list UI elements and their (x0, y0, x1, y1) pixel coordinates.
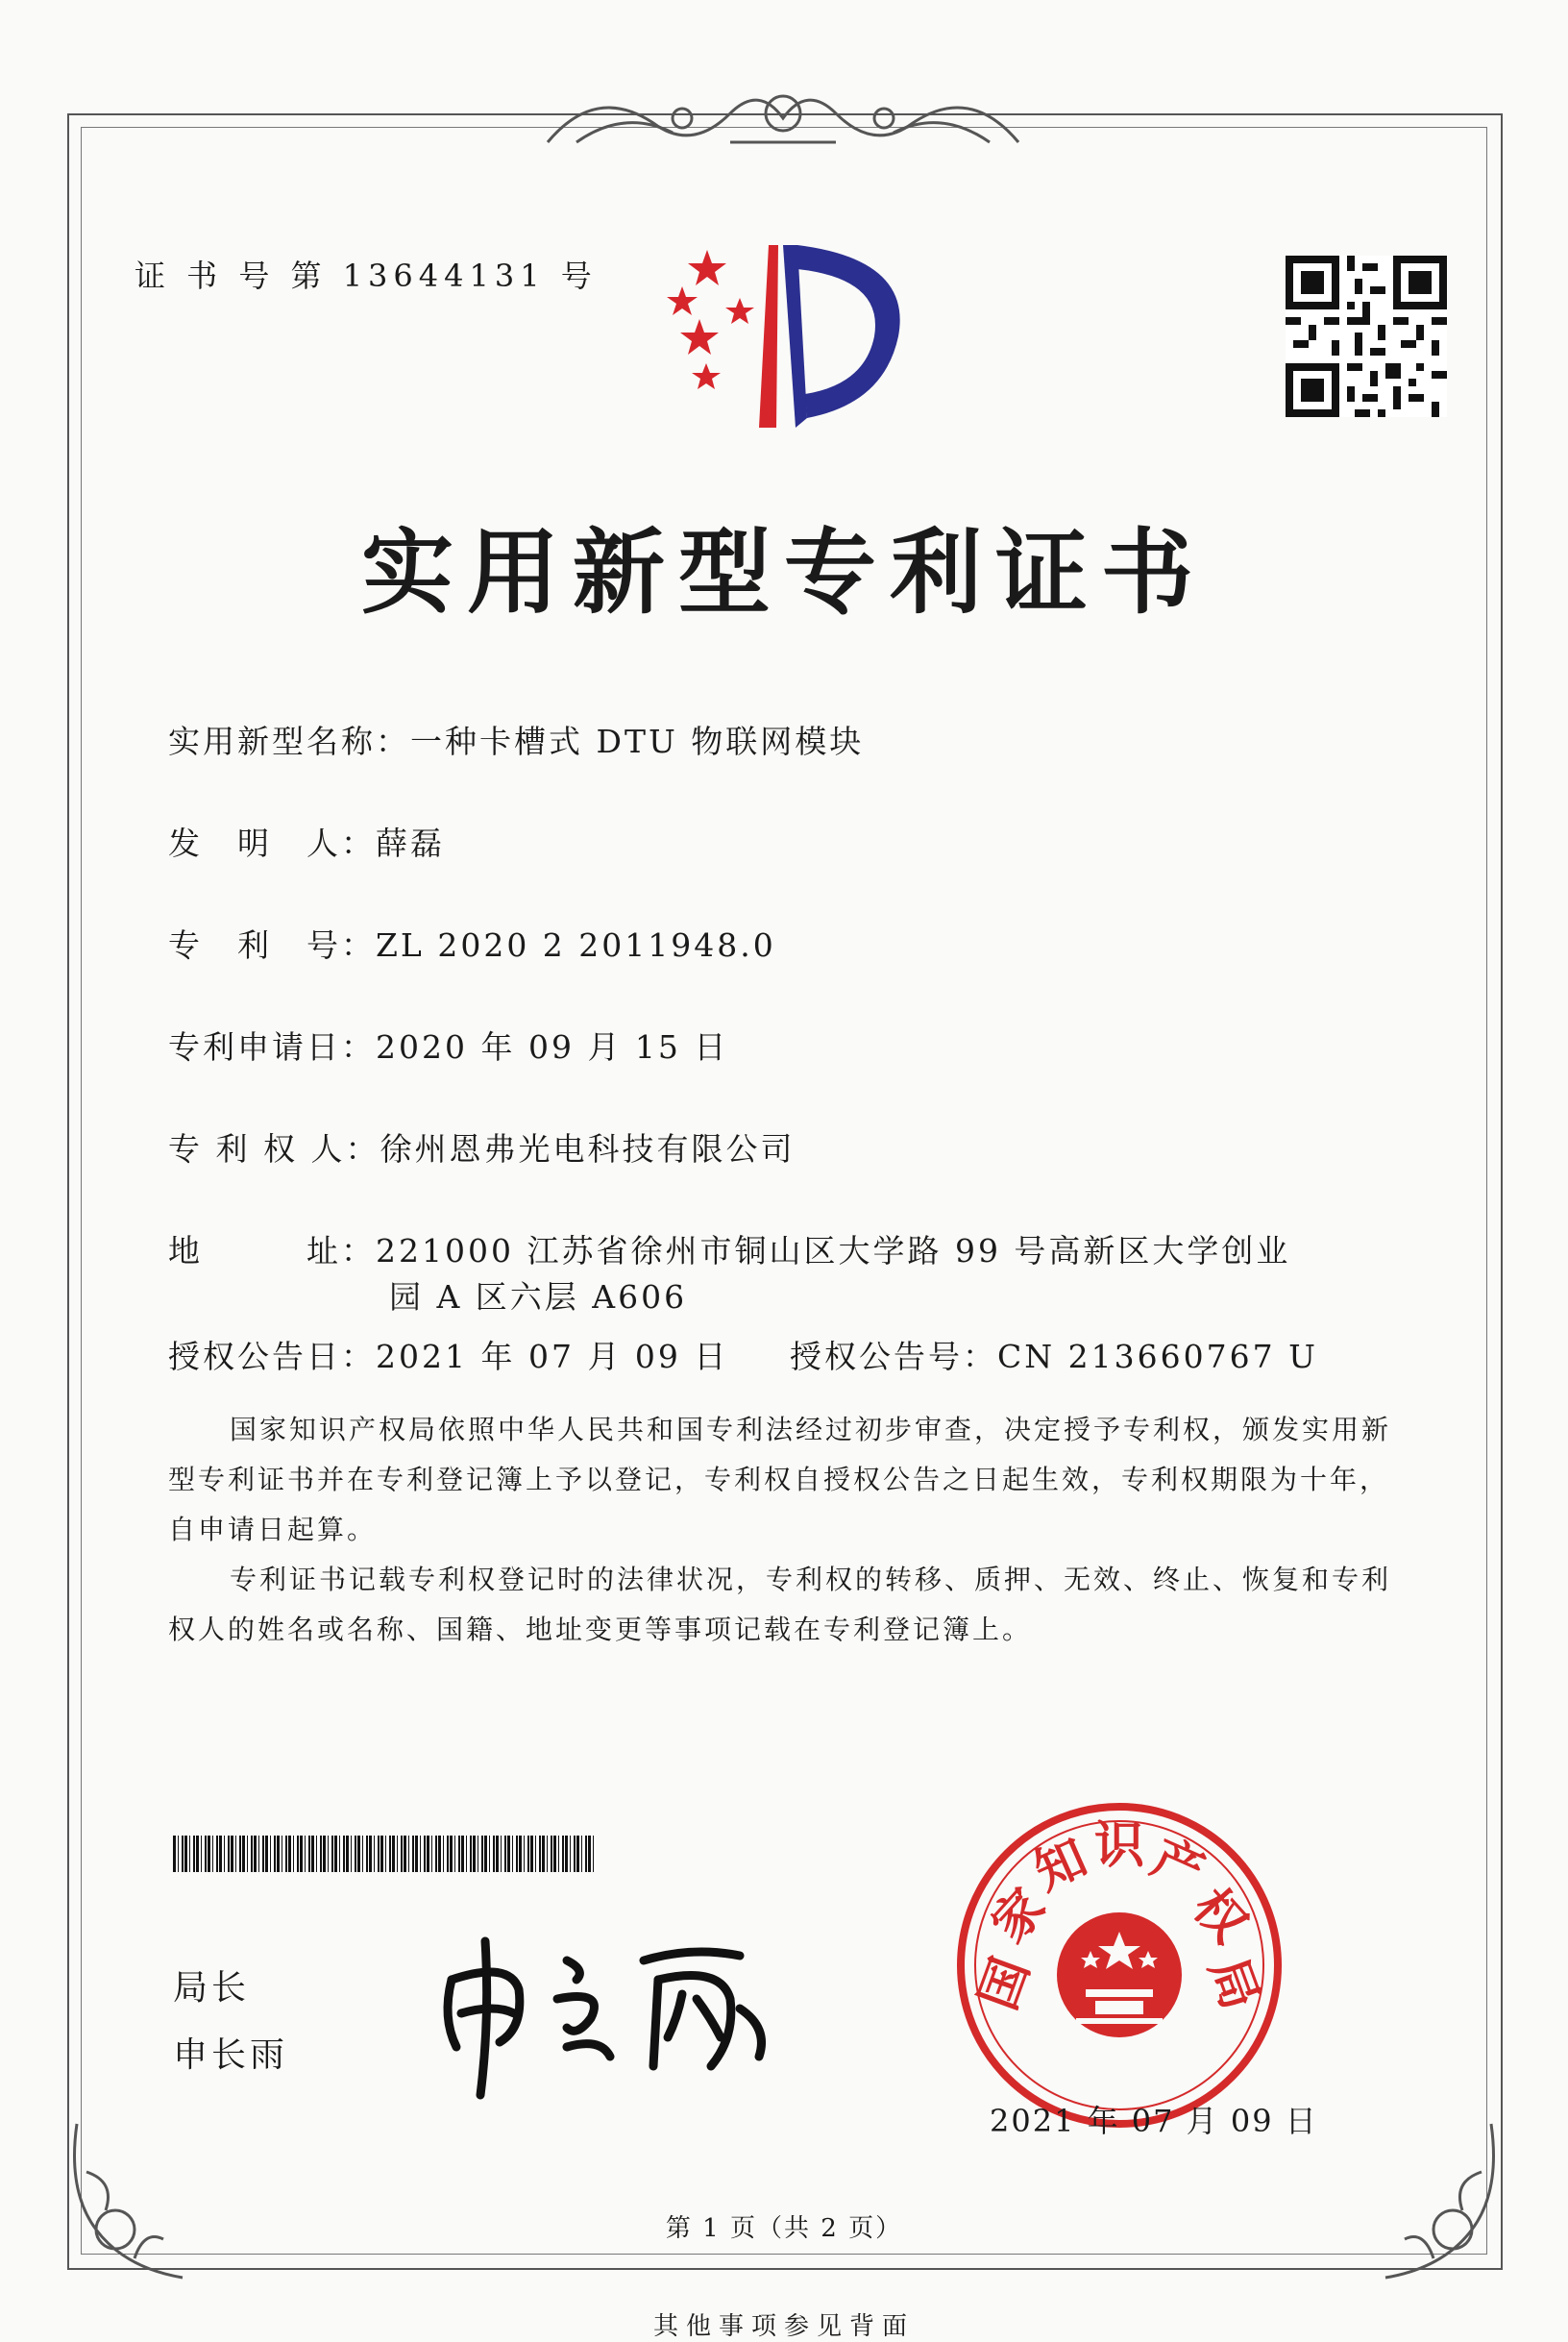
field-address-line2 (389, 1272, 687, 1318)
field-value: 2020 年 09 月 15 日 (376, 1028, 729, 1066)
cnipa-logo (663, 240, 922, 432)
seal-date: 2021 年 07 月 09 日 (990, 2103, 1318, 2139)
footer-note: 其他事项参见背面 (652, 2312, 915, 2341)
signatory-name: 申长雨 (173, 2035, 289, 2075)
svg-text:局: 局 (1197, 1950, 1270, 2018)
handwritten-signature (423, 1922, 807, 2105)
field-label: 专 利 权 人： (168, 1130, 380, 1168)
field-grant-date (168, 1332, 728, 1377)
field-value: 一种卡槽式 DTU 物联网模块 (410, 723, 865, 760)
official-seal (951, 1797, 1287, 2133)
svg-text:权: 权 (1181, 1877, 1259, 1955)
field-label: 授权公告日： (168, 1338, 376, 1375)
field-application-date (168, 1023, 728, 1068)
qr-code (1286, 256, 1447, 417)
field-label: 实用新型名称： (168, 723, 410, 760)
field-value: CN 213660767 U (997, 1338, 1318, 1375)
field-value: 徐州恩弗光电科技有限公司 (380, 1130, 796, 1168)
certificate-number: 证 书 号 第 13644131 号 (135, 258, 598, 294)
field-utility-model-name (168, 717, 864, 762)
field-label: 专 利 号： (168, 926, 376, 964)
body-paragraph-2: 专利证书记载专利权登记时的法律状况，专利权的转移、质押、无效、终止、恢复和专利权人的姓名或名称、国籍、地址变更等事项记载在专利登记簿上。 (168, 1564, 1392, 1645)
svg-text:识: 识 (1093, 1816, 1145, 1875)
field-value: 薛磊 (376, 825, 445, 862)
bottom-left-ornament (58, 2114, 192, 2287)
field-patentee (168, 1124, 795, 1170)
svg-text:国: 国 (968, 1950, 1041, 2018)
svg-text:家: 家 (980, 1877, 1058, 1955)
field-label: 专利申请日： (168, 1028, 376, 1066)
field-grant-number (790, 1332, 1318, 1377)
barcode (173, 1836, 596, 1872)
field-value: 221000 江苏省徐州市铜山区大学路 99 号高新区大学创业 (376, 1232, 1291, 1270)
body-paragraph-1: 国家知识产权局依照中华人民共和国专利法经过初步审查，决定授予专利权，颁发实用新型专利证书并在专利登记簿上予以登记，专利权自授权公告之日起生效，专利权期限为十年，自申请日起算。 (168, 1414, 1392, 1545)
field-value: 2021 年 07 月 09 日 (376, 1338, 729, 1375)
field-label: 发 明 人： (168, 825, 376, 862)
bottom-right-ornament (1376, 2114, 1510, 2287)
certificate-body (168, 1405, 1408, 1655)
signatory-title: 局长 (173, 1968, 251, 2008)
certificate-title: 实用新型专利证书 (361, 518, 1207, 627)
field-inventor (168, 819, 445, 864)
field-patent-number (168, 921, 776, 966)
field-label: 授权公告号： (790, 1338, 997, 1375)
svg-text:知: 知 (1025, 1828, 1096, 1903)
field-label: 地 址： (168, 1232, 376, 1270)
page-number: 第 1 页（共 2 页） (665, 2214, 903, 2243)
field-value: ZL 2020 2 2011948.0 (376, 926, 776, 964)
field-value: 园 A 区六层 A606 (389, 1278, 688, 1316)
svg-text:产: 产 (1142, 1828, 1213, 1903)
top-ornament (538, 75, 1028, 161)
field-address (168, 1226, 1290, 1271)
